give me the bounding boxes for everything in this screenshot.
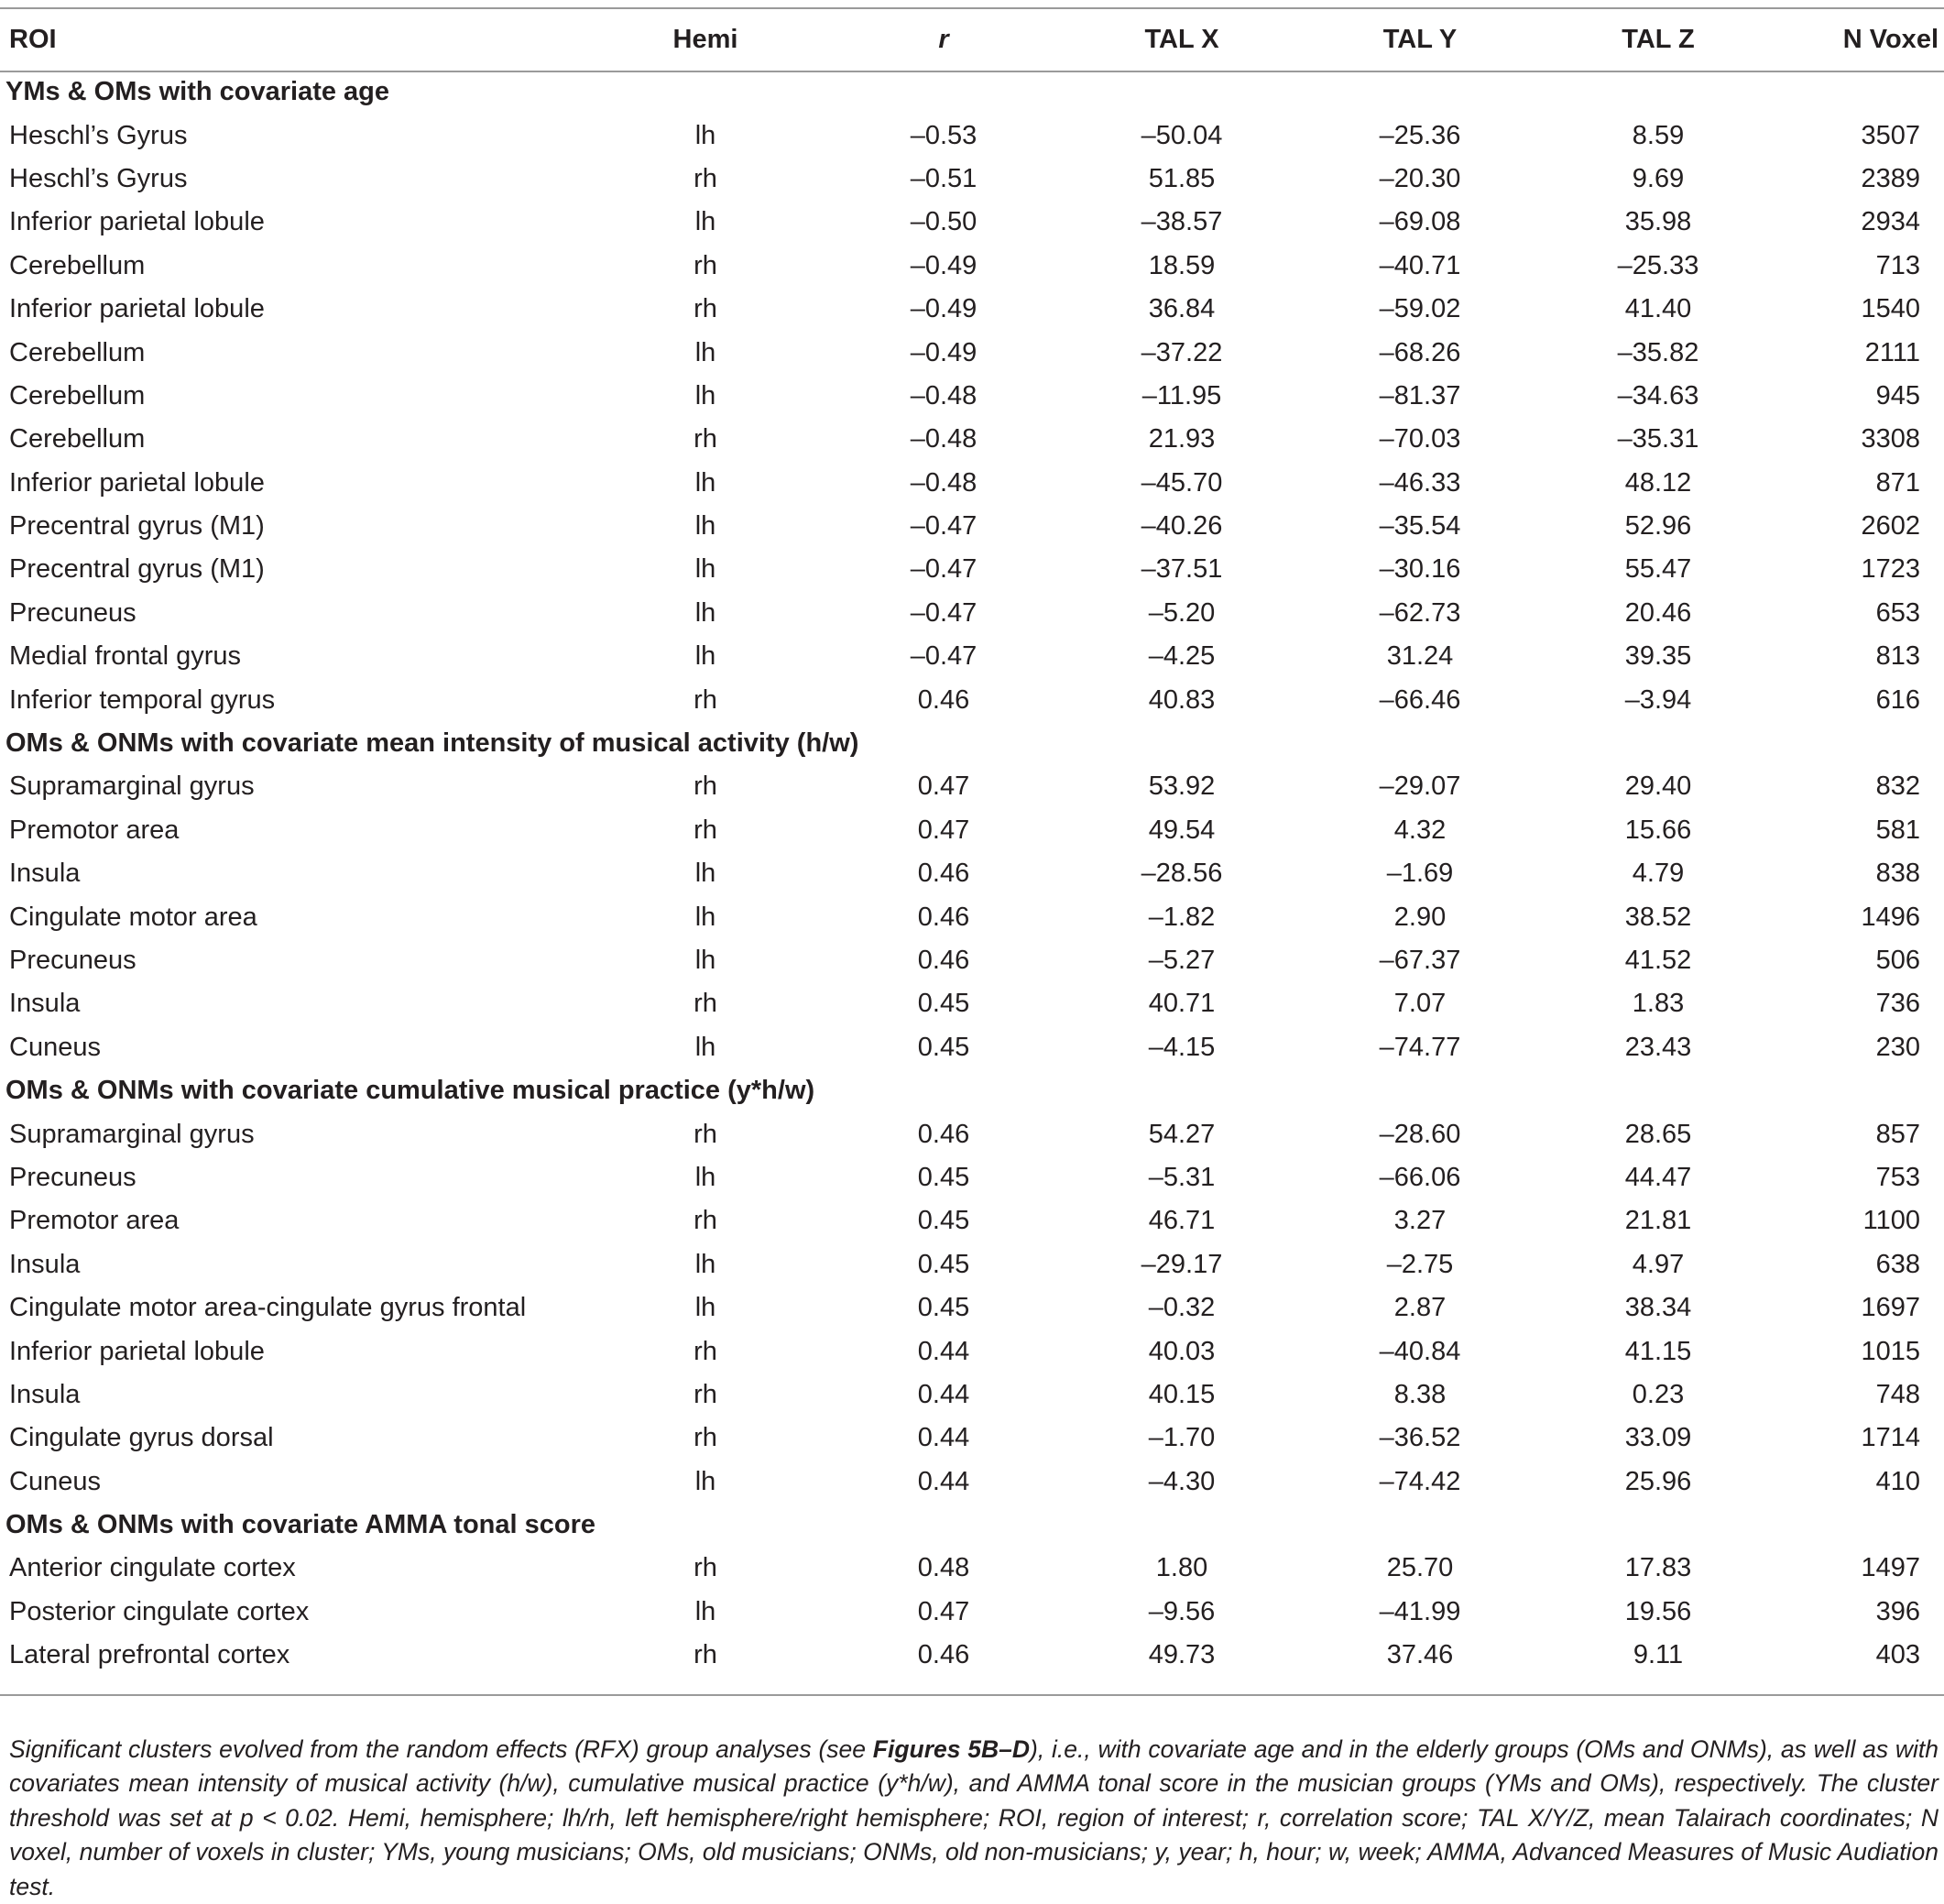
cell-tal-x: 40.83	[1063, 678, 1301, 721]
cell-roi: Anterior cingulate cortex	[0, 1547, 586, 1590]
cell-roi: Lateral prefrontal cortex	[0, 1634, 586, 1677]
cell-n-voxel: 396	[1777, 1591, 1944, 1634]
cell-n-voxel: 3507	[1777, 114, 1944, 157]
section-title: OMs & ONMs with covariate cumulative musical practice (y*h/w)	[0, 1069, 1944, 1112]
cell-hemi: lh	[586, 1026, 825, 1069]
table-row	[0, 1286, 1944, 1330]
cell-n-voxel: 813	[1777, 635, 1944, 678]
cell-tal-x: 36.84	[1063, 288, 1301, 331]
cell-tal-y: –62.73	[1301, 592, 1539, 635]
table-row	[0, 1199, 1944, 1242]
cell-tal-y: –41.99	[1301, 1591, 1539, 1634]
table-row	[0, 1156, 1944, 1199]
section-header-row	[0, 1504, 1944, 1547]
cell-r: 0.46	[825, 678, 1063, 721]
cell-tal-z: 15.66	[1539, 809, 1777, 852]
cell-n-voxel: 1100	[1777, 1199, 1944, 1242]
cell-r: –0.50	[825, 201, 1063, 244]
cell-r: 0.46	[825, 1112, 1063, 1155]
cell-tal-y: 31.24	[1301, 635, 1539, 678]
table-footnote	[9, 1733, 1939, 1904]
cell-roi: Supramarginal gyrus	[0, 1112, 586, 1155]
cell-roi: Cingulate motor area	[0, 895, 586, 938]
cell-tal-z: 41.40	[1539, 288, 1777, 331]
cell-roi: Supramarginal gyrus	[0, 765, 586, 808]
cell-tal-y: –81.37	[1301, 375, 1539, 418]
cell-tal-x: –38.57	[1063, 201, 1301, 244]
cell-r: 0.44	[825, 1330, 1063, 1373]
cell-tal-z: 41.15	[1539, 1330, 1777, 1373]
cell-hemi: rh	[586, 809, 825, 852]
table-row	[0, 809, 1944, 852]
column-header-tal-y: TAL Y	[1301, 8, 1539, 71]
cell-tal-y: –66.46	[1301, 678, 1539, 721]
cell-tal-x: –50.04	[1063, 114, 1301, 157]
cell-tal-z: 9.69	[1539, 158, 1777, 201]
cell-hemi: lh	[586, 895, 825, 938]
cell-hemi: rh	[586, 1634, 825, 1677]
table-row	[0, 895, 1944, 938]
cell-tal-y: 2.87	[1301, 1286, 1539, 1330]
cell-tal-z: 48.12	[1539, 462, 1777, 505]
cell-tal-x: 40.71	[1063, 982, 1301, 1025]
cell-n-voxel: 506	[1777, 939, 1944, 982]
cell-tal-z: 38.52	[1539, 895, 1777, 938]
cell-n-voxel: 581	[1777, 809, 1944, 852]
cell-hemi: lh	[586, 939, 825, 982]
table-row	[0, 505, 1944, 548]
section-header-row	[0, 71, 1944, 114]
cell-roi: Cuneus	[0, 1461, 586, 1504]
table-row	[0, 1112, 1944, 1155]
cell-r: 0.45	[825, 982, 1063, 1025]
cell-tal-x: 21.93	[1063, 418, 1301, 461]
cell-n-voxel: 653	[1777, 592, 1944, 635]
cell-r: –0.49	[825, 245, 1063, 288]
figure-reference: Figures 5B–D	[873, 1735, 1030, 1763]
cell-n-voxel: 1496	[1777, 895, 1944, 938]
cell-roi: Premotor area	[0, 809, 586, 852]
cell-tal-x: 1.80	[1063, 1547, 1301, 1590]
cell-r: –0.49	[825, 331, 1063, 374]
column-header-hemi: Hemi	[586, 8, 825, 71]
cell-roi: Insula	[0, 1373, 586, 1417]
cell-roi: Heschl’s Gyrus	[0, 158, 586, 201]
cell-tal-y: 2.90	[1301, 895, 1539, 938]
cell-tal-y: –46.33	[1301, 462, 1539, 505]
cell-tal-x: 49.54	[1063, 809, 1301, 852]
cell-hemi: lh	[586, 852, 825, 895]
cell-n-voxel: 2111	[1777, 331, 1944, 374]
cell-hemi: rh	[586, 678, 825, 721]
cell-r: 0.45	[825, 1026, 1063, 1069]
cell-tal-y: 4.32	[1301, 809, 1539, 852]
header-row	[0, 8, 1944, 71]
cell-hemi: lh	[586, 635, 825, 678]
cell-hemi: lh	[586, 331, 825, 374]
cell-tal-z: 52.96	[1539, 505, 1777, 548]
table-row	[0, 548, 1944, 591]
table-row	[0, 1373, 1944, 1417]
cell-tal-x: –4.15	[1063, 1026, 1301, 1069]
cell-hemi: rh	[586, 1373, 825, 1417]
cell-n-voxel: 1540	[1777, 288, 1944, 331]
cell-hemi: lh	[586, 1591, 825, 1634]
cell-tal-z: 23.43	[1539, 1026, 1777, 1069]
cell-tal-y: –28.60	[1301, 1112, 1539, 1155]
table-row	[0, 1591, 1944, 1634]
cell-n-voxel: 753	[1777, 1156, 1944, 1199]
table-row	[0, 1547, 1944, 1590]
cell-roi: Cuneus	[0, 1026, 586, 1069]
section-title: OMs & ONMs with covariate mean intensity of musical activity (h/w)	[0, 722, 1944, 765]
table-bottom-rule	[0, 1694, 1944, 1696]
cell-roi: Posterior cingulate cortex	[0, 1591, 586, 1634]
cell-r: 0.47	[825, 1591, 1063, 1634]
cell-roi: Inferior temporal gyrus	[0, 678, 586, 721]
cell-r: –0.48	[825, 462, 1063, 505]
cell-tal-y: –69.08	[1301, 201, 1539, 244]
section-header-row	[0, 1069, 1944, 1112]
cell-n-voxel: 748	[1777, 1373, 1944, 1417]
cell-tal-z: –25.33	[1539, 245, 1777, 288]
table-row	[0, 331, 1944, 374]
cell-n-voxel: 2602	[1777, 505, 1944, 548]
table-row	[0, 982, 1944, 1025]
cell-tal-z: 19.56	[1539, 1591, 1777, 1634]
cell-tal-z: 44.47	[1539, 1156, 1777, 1199]
cell-tal-z: 1.83	[1539, 982, 1777, 1025]
cell-tal-z: 38.34	[1539, 1286, 1777, 1330]
cell-roi: Insula	[0, 982, 586, 1025]
cell-r: 0.46	[825, 852, 1063, 895]
column-header-r: r	[825, 8, 1063, 71]
cell-hemi: lh	[586, 548, 825, 591]
column-header-n-voxel: N Voxel	[1777, 8, 1944, 71]
cell-tal-z: 33.09	[1539, 1417, 1777, 1460]
column-header-roi: ROI	[0, 8, 586, 71]
table-row	[0, 375, 1944, 418]
cell-r: 0.47	[825, 809, 1063, 852]
cell-tal-y: –70.03	[1301, 418, 1539, 461]
cell-roi: Inferior parietal lobule	[0, 462, 586, 505]
cell-tal-x: –9.56	[1063, 1591, 1301, 1634]
table-row	[0, 852, 1944, 895]
cell-hemi: rh	[586, 982, 825, 1025]
cell-r: 0.46	[825, 1634, 1063, 1677]
cell-n-voxel: 230	[1777, 1026, 1944, 1069]
cell-tal-y: –20.30	[1301, 158, 1539, 201]
cell-r: 0.45	[825, 1199, 1063, 1242]
cell-r: 0.44	[825, 1461, 1063, 1504]
cell-roi: Cerebellum	[0, 375, 586, 418]
cell-n-voxel: 832	[1777, 765, 1944, 808]
cell-tal-z: –35.31	[1539, 418, 1777, 461]
table-row	[0, 158, 1944, 201]
cell-n-voxel: 871	[1777, 462, 1944, 505]
cell-n-voxel: 736	[1777, 982, 1944, 1025]
table-row	[0, 114, 1944, 157]
cell-hemi: rh	[586, 1417, 825, 1460]
cell-tal-z: 17.83	[1539, 1547, 1777, 1590]
cell-tal-x: 54.27	[1063, 1112, 1301, 1155]
cell-tal-z: 8.59	[1539, 114, 1777, 157]
cell-tal-z: –3.94	[1539, 678, 1777, 721]
cell-tal-y: –68.26	[1301, 331, 1539, 374]
cell-hemi: lh	[586, 1286, 825, 1330]
cell-hemi: lh	[586, 201, 825, 244]
cell-tal-x: 49.73	[1063, 1634, 1301, 1677]
cell-tal-x: –37.22	[1063, 331, 1301, 374]
cell-roi: Precuneus	[0, 939, 586, 982]
section-title: YMs & OMs with covariate age	[0, 71, 1944, 114]
cell-n-voxel: 2389	[1777, 158, 1944, 201]
cell-r: –0.51	[825, 158, 1063, 201]
cell-tal-z: 25.96	[1539, 1461, 1777, 1504]
column-header-tal-x: TAL X	[1063, 8, 1301, 71]
cell-hemi: lh	[586, 114, 825, 157]
cell-roi: Insula	[0, 852, 586, 895]
cell-r: 0.44	[825, 1373, 1063, 1417]
cell-n-voxel: 638	[1777, 1243, 1944, 1286]
footnote-text-end: ), i.e., with covariate age and in the elderly groups (OMs and ONMs), as well as with covariates mean intensity of musical activity (h/w), cumulative musical practice (y*h/w), and AMMA tonal score in the musician groups (YMs and OMs), respectively. The cluster threshold was set at p < 0.02. Hemi, hemisphere; lh/rh, left hemisphere/right hemisphere; ROI, region of interest; r, correlation score; TAL X/Y/Z, mean Talairach coordinates; N voxel, number of voxels in cluster; YMs, young musicians; OMs, old musicians; ONMs, old non-musicians; y, year; h, hour; w, week; AMMA, Advanced Measures of Music Audiation test.	[9, 1735, 1939, 1900]
cell-tal-z: 29.40	[1539, 765, 1777, 808]
cell-n-voxel: 713	[1777, 245, 1944, 288]
cell-tal-x: –45.70	[1063, 462, 1301, 505]
cell-hemi: rh	[586, 765, 825, 808]
cell-tal-x: 40.15	[1063, 1373, 1301, 1417]
cell-tal-x: –5.31	[1063, 1156, 1301, 1199]
cell-tal-z: 0.23	[1539, 1373, 1777, 1417]
cell-tal-x: –37.51	[1063, 548, 1301, 591]
cell-n-voxel: 838	[1777, 852, 1944, 895]
cell-tal-z: –35.82	[1539, 331, 1777, 374]
cell-roi: Precentral gyrus (M1)	[0, 505, 586, 548]
cell-r: 0.46	[825, 939, 1063, 982]
column-header-tal-z: TAL Z	[1539, 8, 1777, 71]
cell-r: –0.47	[825, 505, 1063, 548]
cell-roi: Insula	[0, 1243, 586, 1286]
cell-roi: Cerebellum	[0, 245, 586, 288]
cell-r: 0.48	[825, 1547, 1063, 1590]
cell-tal-z: –34.63	[1539, 375, 1777, 418]
cell-r: 0.45	[825, 1156, 1063, 1199]
cell-hemi: lh	[586, 375, 825, 418]
cell-r: –0.49	[825, 288, 1063, 331]
cell-r: –0.53	[825, 114, 1063, 157]
cell-n-voxel: 616	[1777, 678, 1944, 721]
cell-tal-y: –40.84	[1301, 1330, 1539, 1373]
cell-tal-z: 20.46	[1539, 592, 1777, 635]
cell-tal-y: –66.06	[1301, 1156, 1539, 1199]
cell-roi: Inferior parietal lobule	[0, 201, 586, 244]
cell-r: –0.48	[825, 375, 1063, 418]
cell-tal-x: –11.95	[1063, 375, 1301, 418]
cell-n-voxel: 1697	[1777, 1286, 1944, 1330]
table-row	[0, 1243, 1944, 1286]
cell-tal-y: –67.37	[1301, 939, 1539, 982]
cell-tal-x: 51.85	[1063, 158, 1301, 201]
cell-tal-x: 40.03	[1063, 1330, 1301, 1373]
cell-hemi: rh	[586, 1112, 825, 1155]
cell-tal-z: 39.35	[1539, 635, 1777, 678]
cell-tal-y: 8.38	[1301, 1373, 1539, 1417]
cell-n-voxel: 403	[1777, 1634, 1944, 1677]
table-row	[0, 1634, 1944, 1677]
table-row	[0, 288, 1944, 331]
table-row	[0, 1417, 1944, 1460]
cell-hemi: lh	[586, 1461, 825, 1504]
table-row	[0, 635, 1944, 678]
table-row	[0, 1461, 1944, 1504]
cell-r: 0.45	[825, 1286, 1063, 1330]
table-row	[0, 418, 1944, 461]
cell-tal-y: –40.71	[1301, 245, 1539, 288]
cell-roi: Cingulate motor area-cingulate gyrus frontal	[0, 1286, 586, 1330]
cell-roi: Cingulate gyrus dorsal	[0, 1417, 586, 1460]
cell-n-voxel: 1497	[1777, 1547, 1944, 1590]
table-header	[0, 8, 1944, 71]
cell-tal-y: –74.77	[1301, 1026, 1539, 1069]
cell-hemi: rh	[586, 1330, 825, 1373]
cell-roi: Precuneus	[0, 592, 586, 635]
cell-tal-y: –36.52	[1301, 1417, 1539, 1460]
cell-r: –0.47	[825, 635, 1063, 678]
cell-r: 0.44	[825, 1417, 1063, 1460]
cell-roi: Cerebellum	[0, 418, 586, 461]
table-row	[0, 462, 1944, 505]
cell-tal-z: 21.81	[1539, 1199, 1777, 1242]
cell-n-voxel: 857	[1777, 1112, 1944, 1155]
table-row	[0, 592, 1944, 635]
cell-tal-y: –25.36	[1301, 114, 1539, 157]
cell-n-voxel: 945	[1777, 375, 1944, 418]
table-row	[0, 1330, 1944, 1373]
footnote-text-start: Significant clusters evolved from the random effects (RFX) group analyses (see	[9, 1735, 873, 1763]
cell-n-voxel: 410	[1777, 1461, 1944, 1504]
cell-tal-y: –35.54	[1301, 505, 1539, 548]
cell-n-voxel: 1714	[1777, 1417, 1944, 1460]
cell-tal-y: –30.16	[1301, 548, 1539, 591]
cell-tal-x: –29.17	[1063, 1243, 1301, 1286]
cell-roi: Heschl’s Gyrus	[0, 114, 586, 157]
cell-hemi: rh	[586, 418, 825, 461]
cell-r: –0.47	[825, 592, 1063, 635]
section-title: OMs & ONMs with covariate AMMA tonal score	[0, 1504, 1944, 1547]
cell-hemi: rh	[586, 158, 825, 201]
cell-tal-x: –28.56	[1063, 852, 1301, 895]
cell-tal-x: –4.30	[1063, 1461, 1301, 1504]
cell-n-voxel: 1723	[1777, 548, 1944, 591]
cell-tal-z: 55.47	[1539, 548, 1777, 591]
cell-tal-x: –5.20	[1063, 592, 1301, 635]
cell-tal-z: 35.98	[1539, 201, 1777, 244]
table-row	[0, 1026, 1944, 1069]
cell-r: –0.47	[825, 548, 1063, 591]
cell-tal-x: –1.70	[1063, 1417, 1301, 1460]
table-row	[0, 201, 1944, 244]
results-table	[0, 8, 1944, 1677]
cell-hemi: rh	[586, 245, 825, 288]
cell-tal-y: 3.27	[1301, 1199, 1539, 1242]
cell-tal-x: 53.92	[1063, 765, 1301, 808]
table-row	[0, 939, 1944, 982]
cell-r: 0.45	[825, 1243, 1063, 1286]
section-header-row	[0, 722, 1944, 765]
cell-tal-x: –0.32	[1063, 1286, 1301, 1330]
cell-tal-x: 46.71	[1063, 1199, 1301, 1242]
cell-roi: Precentral gyrus (M1)	[0, 548, 586, 591]
table-body	[0, 71, 1944, 1677]
cell-roi: Cerebellum	[0, 331, 586, 374]
cell-r: –0.48	[825, 418, 1063, 461]
cell-tal-x: 18.59	[1063, 245, 1301, 288]
cell-roi: Medial frontal gyrus	[0, 635, 586, 678]
cell-hemi: rh	[586, 1547, 825, 1590]
cell-n-voxel: 2934	[1777, 201, 1944, 244]
cell-tal-y: –74.42	[1301, 1461, 1539, 1504]
cell-r: 0.47	[825, 765, 1063, 808]
cell-hemi: lh	[586, 505, 825, 548]
cell-tal-z: 28.65	[1539, 1112, 1777, 1155]
cell-tal-y: –2.75	[1301, 1243, 1539, 1286]
cell-hemi: lh	[586, 462, 825, 505]
cell-tal-x: –40.26	[1063, 505, 1301, 548]
cell-roi: Premotor area	[0, 1199, 586, 1242]
cell-tal-y: 37.46	[1301, 1634, 1539, 1677]
cell-hemi: lh	[586, 1243, 825, 1286]
cell-tal-z: 4.97	[1539, 1243, 1777, 1286]
cell-roi: Inferior parietal lobule	[0, 288, 586, 331]
cell-roi: Inferior parietal lobule	[0, 1330, 586, 1373]
table-row	[0, 765, 1944, 808]
cell-hemi: rh	[586, 288, 825, 331]
cell-roi: Precuneus	[0, 1156, 586, 1199]
cell-tal-z: 41.52	[1539, 939, 1777, 982]
cell-tal-y: –59.02	[1301, 288, 1539, 331]
cell-r: 0.46	[825, 895, 1063, 938]
cell-n-voxel: 1015	[1777, 1330, 1944, 1373]
table-row	[0, 245, 1944, 288]
cell-tal-y: 25.70	[1301, 1547, 1539, 1590]
cell-hemi: rh	[586, 1199, 825, 1242]
cell-hemi: lh	[586, 592, 825, 635]
cell-tal-z: 4.79	[1539, 852, 1777, 895]
cell-tal-y: –1.69	[1301, 852, 1539, 895]
cell-n-voxel: 3308	[1777, 418, 1944, 461]
cell-tal-x: –5.27	[1063, 939, 1301, 982]
cell-tal-y: 7.07	[1301, 982, 1539, 1025]
table-row	[0, 678, 1944, 721]
cell-tal-x: –4.25	[1063, 635, 1301, 678]
cell-hemi: lh	[586, 1156, 825, 1199]
cell-tal-z: 9.11	[1539, 1634, 1777, 1677]
cell-tal-x: –1.82	[1063, 895, 1301, 938]
cell-tal-y: –29.07	[1301, 765, 1539, 808]
